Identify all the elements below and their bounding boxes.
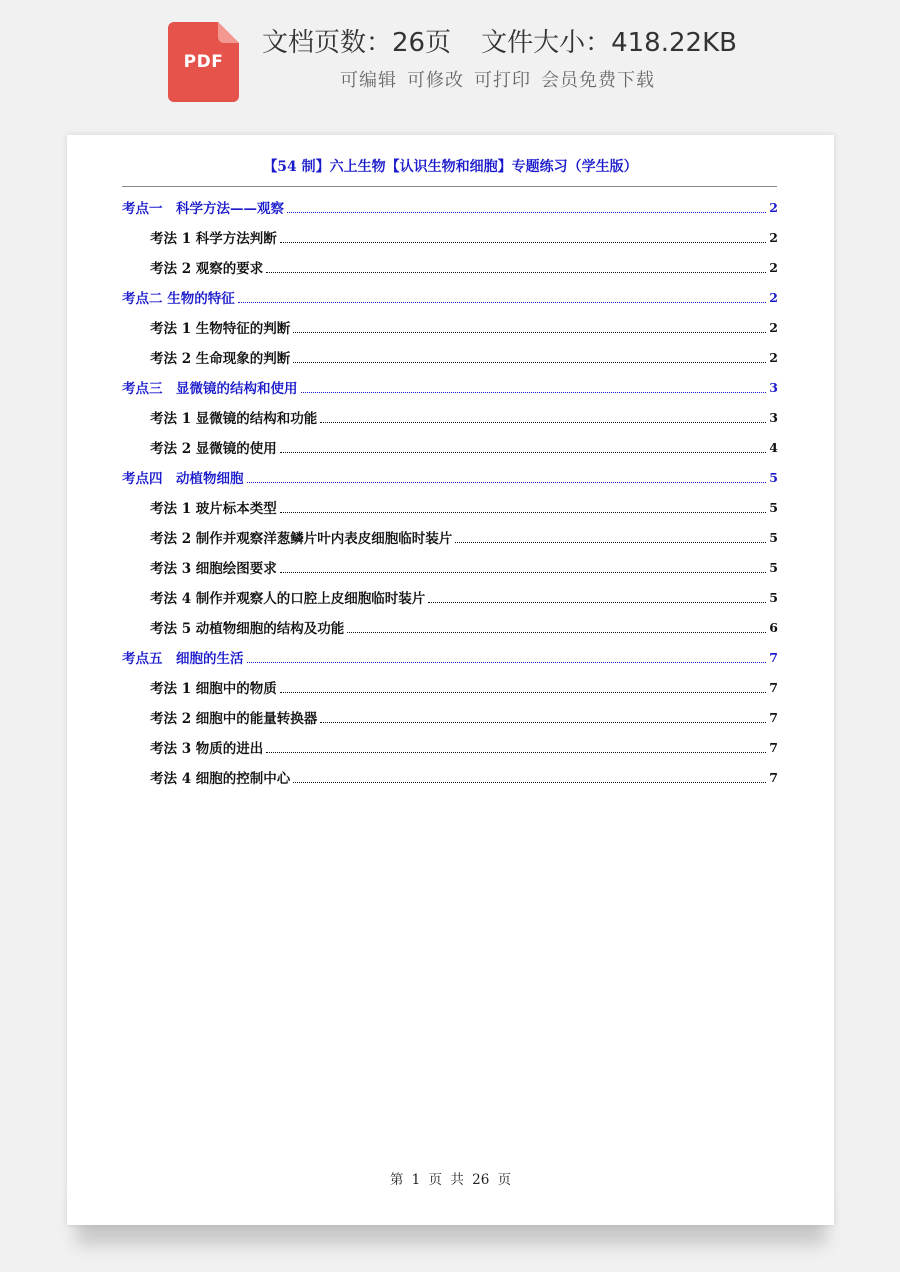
toc-entry-label: 考法 4 细胞的控制中心 [150,771,291,787]
toc-dot-leader [280,452,767,453]
toc-dot-leader [238,302,767,303]
toc-page-number: 6 [769,619,778,635]
toc-dot-leader [347,632,766,633]
document-page [67,135,834,1225]
toc-page-number: 2 [769,319,778,335]
toc-subsection-entry[interactable] [122,312,778,342]
pdf-file-icon [168,22,239,102]
toc-entry-label: 考法 4 制作并观察人的口腔上皮细胞临时装片 [150,591,426,607]
toc-entry-label: 考点一 科学方法——观察 [122,201,284,217]
toc-dot-leader [287,212,766,213]
toc-dot-leader [320,722,766,723]
toc-section-entry[interactable] [122,642,778,672]
toc-entry-label: 考点四 动植物细胞 [122,471,244,487]
toc-page-number: 3 [769,409,778,425]
toc-section-entry[interactable] [122,192,778,222]
toc-section-entry[interactable] [122,462,778,492]
title-divider [122,186,777,187]
toc-page-number: 5 [769,589,778,605]
toc-subsection-entry[interactable] [122,342,778,372]
toc-subsection-entry[interactable] [122,582,778,612]
toc-page-number: 3 [769,379,778,395]
toc-dot-leader [280,242,767,243]
feature-editable: 可编辑 [340,70,397,91]
toc-page-number: 2 [769,259,778,275]
toc-entry-label: 考法 3 物质的进出 [150,741,264,757]
toc-subsection-entry[interactable] [122,552,778,582]
toc-subsection-entry[interactable] [122,762,778,792]
download-banner [0,0,900,120]
toc-entry-label: 考法 2 制作并观察洋葱鳞片叶内表皮细胞临时装片 [150,531,453,547]
pdf-icon-label: PDF [183,52,224,72]
toc-subsection-entry[interactable] [122,612,778,642]
toc-page-number: 7 [769,679,778,695]
toc-subsection-entry[interactable] [122,252,778,282]
toc-entry-label: 考法 2 观察的要求 [150,261,264,277]
toc-dot-leader [280,572,767,573]
toc-dot-leader [301,392,767,393]
toc-entry-label: 考点三 显微镜的结构和使用 [122,381,298,397]
toc-subsection-entry[interactable] [122,492,778,522]
document-title: 【54 制】六上生物【认识生物和细胞】专题练习（学生版） [263,159,638,175]
toc-entry-label: 考点二 生物的特征 [122,291,235,307]
toc-dot-leader [455,542,766,543]
toc-dot-leader [280,512,767,513]
toc-entry-label: 考法 2 生命现象的判断 [150,351,291,367]
toc-page-number: 2 [769,199,778,215]
toc-subsection-entry[interactable] [122,702,778,732]
toc-page-number: 7 [769,769,778,785]
toc-subsection-entry[interactable] [122,222,778,252]
feature-modifiable: 可修改 [407,70,464,91]
toc-dot-leader [247,482,767,483]
toc-page-number: 7 [769,739,778,755]
toc-section-entry[interactable] [122,282,778,312]
toc-page-number: 4 [769,439,778,455]
file-size: 文件大小：418.22KB [481,28,737,58]
toc-page-number: 5 [769,529,778,545]
toc-dot-leader [320,422,766,423]
toc-page-number: 5 [769,469,778,485]
toc-dot-leader [293,782,766,783]
toc-entry-label: 考法 1 生物特征的判断 [150,321,291,337]
toc-dot-leader [293,332,766,333]
toc-page-number: 2 [769,349,778,365]
toc-entry-label: 考法 5 动植物细胞的结构及功能 [150,621,345,637]
feature-list [340,66,665,90]
toc-dot-leader [266,272,766,273]
toc-dot-leader [266,752,766,753]
toc-subsection-entry[interactable] [122,432,778,462]
toc-dot-leader [428,602,766,603]
table-of-contents [122,192,778,792]
toc-entry-label: 考法 3 细胞绘图要求 [150,561,277,577]
toc-subsection-entry[interactable] [122,522,778,552]
toc-subsection-entry[interactable] [122,672,778,702]
toc-page-number: 2 [769,229,778,245]
toc-dot-leader [247,662,767,663]
toc-dot-leader [293,362,766,363]
toc-section-entry[interactable] [122,372,778,402]
toc-page-number: 5 [769,499,778,515]
toc-entry-label: 考法 1 科学方法判断 [150,231,277,247]
toc-page-number: 5 [769,559,778,575]
toc-page-number: 7 [769,709,778,725]
toc-entry-label: 考法 1 玻片标本类型 [150,501,277,517]
file-info [262,22,767,58]
feature-printable: 可打印 [474,70,531,91]
toc-entry-label: 考法 1 显微镜的结构和功能 [150,411,318,427]
page-count: 文档页数：26页 [262,28,452,58]
feature-member-download: 会员免费下载 [541,70,655,91]
toc-entry-label: 考法 1 细胞中的物质 [150,681,277,697]
page-footer: 第 1 页 共 26 页 [389,1172,512,1188]
toc-dot-leader [280,692,767,693]
toc-entry-label: 考点五 细胞的生活 [122,651,244,667]
toc-subsection-entry[interactable] [122,732,778,762]
toc-page-number: 7 [769,649,778,665]
toc-entry-label: 考法 2 显微镜的使用 [150,441,277,457]
toc-entry-label: 考法 2 细胞中的能量转换器 [150,711,318,727]
toc-subsection-entry[interactable] [122,402,778,432]
toc-page-number: 2 [769,289,778,305]
